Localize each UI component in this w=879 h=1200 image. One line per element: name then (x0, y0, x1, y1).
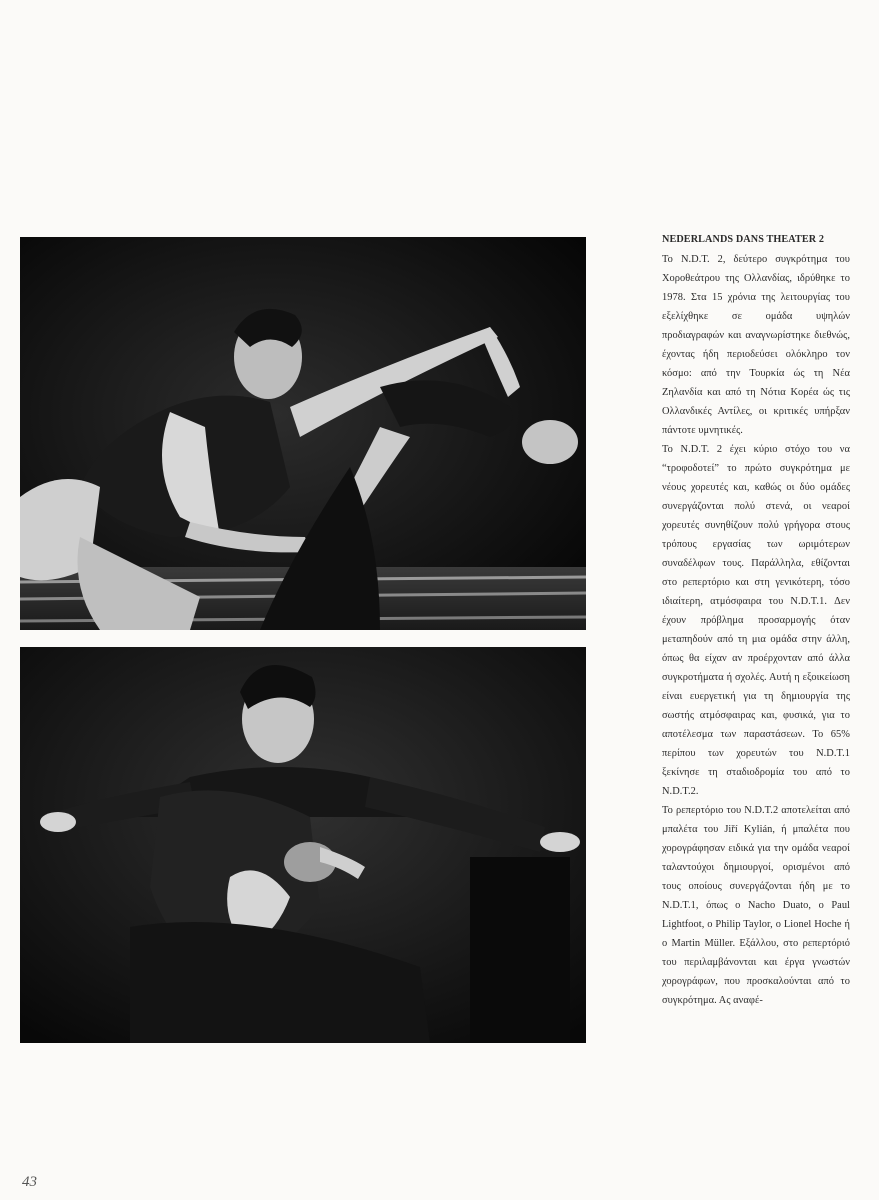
dance-photo-lift (20, 647, 586, 1043)
article-paragraph-3: Το ρεπερτόριο του N.D.T.2 αποτελείται από μπαλέτα του Jiří Kylián, ή μπαλέτα που χορογράφησαν ειδικά για την ομάδα νεαροί ταλαντούχοι δημιουργοί, ορισμένοι από τους οποίους συνεργάζονται ήδη με το N.D.T.1, όπως ο Nacho Duato, ο Paul Lightfoot, ο Philip Taylor, ο Lionel Hoche ή ο Martin Müller. Εξάλλου, στο ρεπερτόριό του περιλαμβάνονται και έργα γνωστών χορογράφων, που προσκαλούνται από το συγκρότημα. Ας αναφέ- (662, 805, 850, 1006)
article-column (662, 230, 850, 1010)
article-heading: NEDERLANDS DANS THEATER 2 (662, 234, 825, 245)
article-paragraph-1: Το N.D.T. 2, δεύτερο συγκρότημα του Χοροθεάτρου της Ολλανδίας, ιδρύθηκε το 1978. Στα 15 χρόνια της λειτουργίας του εξελίχθηκε σε ομάδα υψηλών προδιαγραφών και αναγνωρίστηκε διεθνώς, έχοντας ήδη περιοδεύσει ολόκληρο τον κόσμο: από την Τουρκία ώς τη Νέα Ζηλανδία και από τη Νότια Κορέα ώς τις Ολλανδικές Αντίλες, οι κριτικές υπήρξαν πάντοτε υμνητικές. (662, 254, 850, 436)
dance-photo-duet (20, 237, 586, 630)
page-number: 43 (22, 1174, 37, 1190)
article-paragraph-2: Το N.D.T. 2 έχει κύριο στόχο του να “τροφοδοτεί” το πρώτο συγκρότημα με νέους χορευτές και, καθώς οι δύο ομάδες συνεργάζονται πολύ στενά, οι νεαροί χορευτές συνηθίζουν πολύ γρήγορα στους τρόπους εργασίας των ωριμότερων συναδέλφων τους. Παράλληλα, εθίζονται στο ρεπερτόριο και στη γενικότερη, τόσο ιδιαίτερη, ατμόσφαιρα του N.D.T.1. Δεν έχουν πρόβλημα προσαρμογής όταν μεταπηδούν από τη μια ομάδα στην άλλη, όπως θα είχαν αν προέρχονταν από άλλα συγκροτήματα ή σχολές. Αυτή η εξοικείωση είναι ευεργετική για τη δημιουργία της σωστής ατμόσφαιρας και, φυσικά, για το αποτέλεσμα των παραστάσεων. Το 65% περίπου των χορευτών του N.D.T.1 ξεκίνησε τη σταδιοδρομία του από το N.D.T.2. (662, 444, 850, 797)
